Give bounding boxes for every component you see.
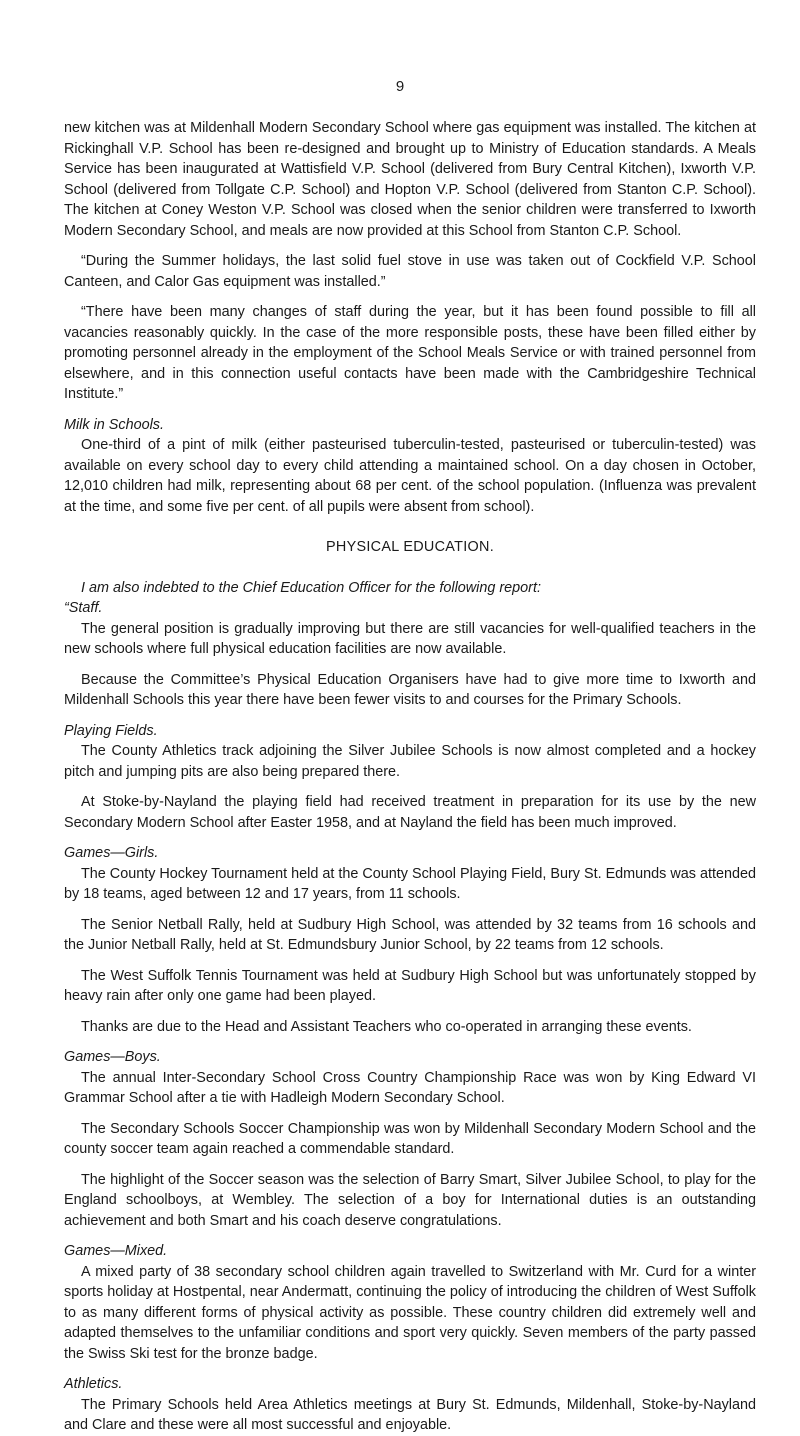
paragraph-mixed: A mixed party of 38 secondary school children again travelled to Switzerland with Mr. Curd for a winter sports holiday at Hostpental, near Andermatt, continuing the policy of introducing the children of West Suffolk to as many different forms of physical activity as possible. These country children did extremely well and adapted themselves to the unfamiliar conditions and sport very quickly. Seven members of the party passed the Swiss Ski test for the bronze badge. <box>64 1263 756 1362</box>
paragraph-indebted: I am also indebted to the Chief Education Officer for the following report: <box>81 579 541 596</box>
paragraph-kitchens: new kitchen was at Mildenhall Modern Secondary School where gas equipment was installed. The kitchen at Rickinghall V.P. School has been re-designed and brought up to Ministry of Education standards. A Meals Service has been inaugurated at Wattisfield V.P. School (delivered from Bury Central Kitchen), Ixworth V.P. School (delivered from Tollgate C.P. School) and Hopton V.P. School (delivered from Stanton C.P. School). The kitchen at Coney Weston V.P. School was closed when the senior children were transferred to Ixworth Modern Secondary School, and meals are now provided at this School from Stanton C.P. School. <box>64 120 756 239</box>
heading-playing-fields: Playing Fields. <box>64 722 158 739</box>
paragraph-milk: One-third of a pint of milk (either pasteurised tuberculin-tested, pasteurised or tuberculin-tested) was available on every school day to every child attending a maintained school. On a day chosen in October, 12,010 children had milk, representing about 68 per cent. of the school population. (Influenza was prevalent at the time, and some five per cent. of all pupils were absent from school). <box>64 437 756 515</box>
paragraph-stoke-by-nayland: At Stoke-by-Nayland the playing field had received treatment in preparation for its use by the new Secondary Modern School after Easter 1958, and at Nayland the field has been much improved. <box>64 794 756 831</box>
page-number: 9 <box>395 78 405 95</box>
body-text <box>64 118 756 1436</box>
paragraph-cross-country: The annual Inter-Secondary School Cross Country Championship Race was won by King Edward VI Grammar School after a tie with Hadleigh Modern Secondary School. <box>64 1069 756 1106</box>
paragraph-tennis: The West Suffolk Tennis Tournament was held at Sudbury High School but was unfortunately stopped by heavy rain after only one game had been played. <box>64 967 756 1004</box>
paragraph-athletics: The Primary Schools held Area Athletics meetings at Bury St. Edmunds, Mildenhall, Stoke-by-Nayland and Clare and these were all most successful and enjoyable. <box>64 1396 756 1433</box>
heading-games-girls: Games—Girls. <box>64 845 159 861</box>
paragraph-thanks: Thanks are due to the Head and Assistant Teachers who co-operated in arranging these events. <box>81 1018 692 1035</box>
paragraph-staff: The general position is gradually improving but there are still vacancies for well-qualified teachers in the new schools where full physical education facilities are now available. <box>64 620 756 657</box>
paragraph-summer-holidays: “During the Summer holidays, the last solid fuel stove in use was taken out of Cockfield V.P. School Canteen, and Calor Gas equipment was installed.” <box>64 253 756 290</box>
paragraph-organisers: Because the Committee’s Physical Education Organisers have had to give more time to Ixworth and Mildenhall Schools this year there have been fewer visits to and courses for the Primary Schools. <box>64 671 756 708</box>
paragraph-netball: The Senior Netball Rally, held at Sudbury High School, was attended by 32 teams from 16 schools and the Junior Netball Rally, held at St. Edmundsbury Junior School, by 22 teams from 12 schools. <box>64 916 756 953</box>
section-title-physical-education: PHYSICAL EDUCATION. <box>325 539 495 555</box>
paragraph-playing-fields: The County Athletics track adjoining the Silver Jubilee Schools is now almost completed and a hockey pitch and jumping pits are also being prepared there. <box>64 743 756 780</box>
paragraph-soccer: The Secondary Schools Soccer Championship was won by Mildenhall Secondary Modern School and the county soccer team again reached a commendable standard. <box>64 1120 756 1157</box>
heading-milk-in-schools: Milk in Schools. <box>64 416 164 433</box>
heading-athletics: Athletics. <box>64 1376 123 1392</box>
paragraph-staff-changes: “There have been many changes of staff during the year, but it has been found possible to fill all vacancies reasonably quickly. In the case of the more responsible posts, these have been filled either by promoting personnel already in the employment of the School Meals Service or with trained personnel from elsewhere, and in this connection useful contacts have been made with the Cambridgeshire Technical Institute.” <box>64 304 756 402</box>
paragraph-hockey: The County Hockey Tournament held at the County School Playing Field, Bury St. Edmunds was attended by 18 teams, aged between 12 and 17 years, from 11 schools. <box>64 865 756 902</box>
heading-games-mixed: Games—Mixed. <box>64 1243 168 1259</box>
heading-staff: “Staff. <box>64 600 103 616</box>
paragraph-barry-smart: The highlight of the Soccer season was the selection of Barry Smart, Silver Jubilee School, to play for the England schoolboys, at Wembley. The selection of a boy for International duties is an outstanding achievement and both Smart and his coach deserve congratulations. <box>64 1171 756 1229</box>
heading-games-boys: Games—Boys. <box>64 1049 161 1065</box>
